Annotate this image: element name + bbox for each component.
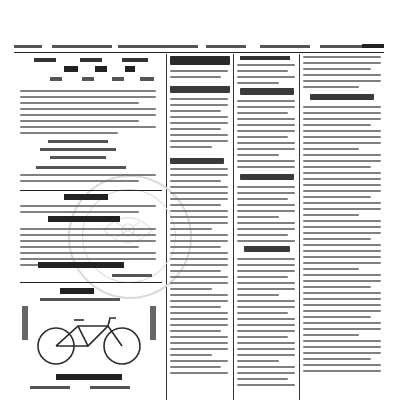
column-rule-2 [233, 54, 234, 400]
column-3-headline [240, 88, 294, 95]
column-2-headline [170, 56, 230, 65]
column-4-headline [310, 94, 374, 100]
column-rule-3 [299, 54, 300, 400]
article-1-body [20, 90, 160, 138]
header-rule [14, 52, 384, 53]
bicycle-icon [30, 310, 150, 370]
page-header [14, 43, 384, 51]
